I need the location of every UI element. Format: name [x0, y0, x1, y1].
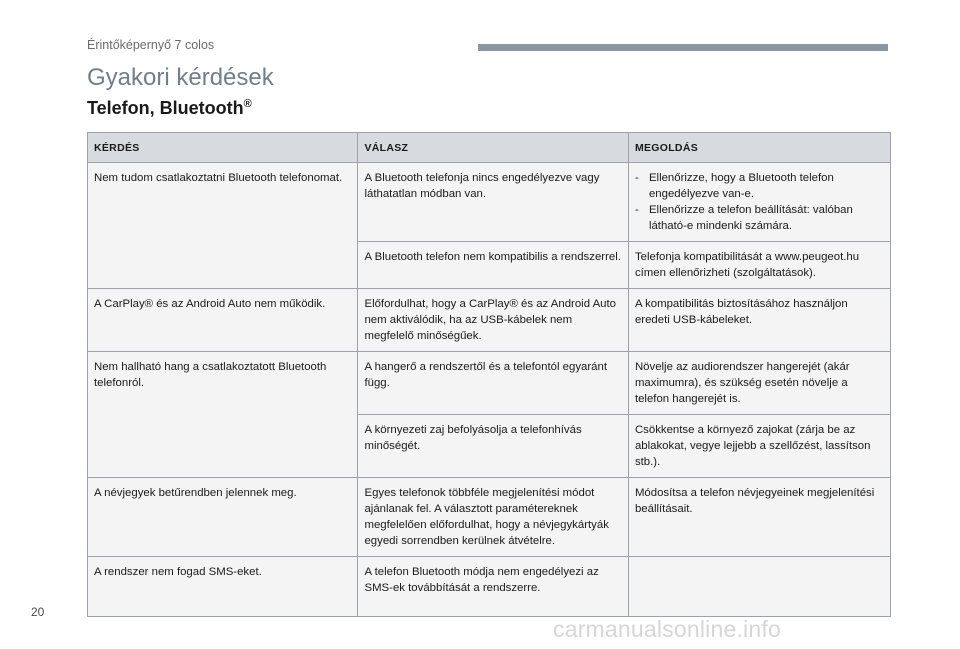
question-cell: A CarPlay® és az Android Auto nem működik. — [88, 289, 358, 352]
faq-table — [87, 132, 891, 617]
question-cell: A névjegyek betűrendben jelennek meg. — [88, 478, 358, 557]
solution-item-text: Ellenőrizze, hogy a Bluetooth telefon engedélyezve van-e. — [648, 172, 834, 200]
solution-cell: Növelje az audiorendszer hangerejét (akár maximumra), és szükség esetén növelje a telefon hangerejét is. — [628, 352, 890, 415]
question-cell: Nem tudom csatlakoztatni Bluetooth telefonomat. — [88, 163, 358, 289]
answer-cell: Egyes telefonok többféle megjelenítési módot ajánlanak fel. A választott paramétereknek megfelelően előfordulhat, hogy a névjegykártyák egyedi sorrendben kerülnek átvételre. — [358, 478, 628, 557]
solution-list-item: - Ellenőrizze, hogy a Bluetooth telefon engedélyezve van-e. — [635, 170, 884, 202]
solution-cell — [628, 557, 890, 617]
section-title — [87, 98, 252, 119]
header-answer: VÁLASZ — [358, 133, 628, 163]
solution-list-item: - Ellenőrizze a telefon beállítását: valóban látható-e mindenki számára. — [635, 202, 884, 234]
answer-cell: A Bluetooth telefon nem kompatibilis a rendszerrel. — [358, 242, 628, 289]
answer-cell: A Bluetooth telefonja nincs engedélyezve vagy láthatatlan módban van. — [358, 163, 628, 242]
question-cell: A rendszer nem fogad SMS-eket. — [88, 557, 358, 617]
header-solution: MEGOLDÁS — [628, 133, 890, 163]
table-header-row — [88, 133, 891, 163]
answer-cell: A környezeti zaj befolyásolja a telefonhívás minőségét. — [358, 415, 628, 478]
solution-cell — [628, 163, 890, 242]
table-row — [88, 352, 891, 415]
solution-cell: Telefonja kompatibilitását a www.peugeot.hu címen ellenőrizheti (szolgáltatások). — [628, 242, 890, 289]
table-row — [88, 478, 891, 557]
table-row — [88, 163, 891, 242]
table-row — [88, 557, 891, 617]
solution-cell: A kompatibilitás biztosításához használjon eredeti USB-kábeleket. — [628, 289, 890, 352]
header-divider-bar — [478, 44, 888, 51]
solution-cell: Csökkentse a környező zajokat (zárja be az ablakokat, vegye lejjebb a szellőzést, lassítson stb.). — [628, 415, 890, 478]
question-cell: Nem hallható hang a csatlakoztatott Bluetooth telefonról. — [88, 352, 358, 478]
registered-mark: ® — [243, 98, 252, 110]
answer-cell: Előfordulhat, hogy a CarPlay® és az Android Auto nem aktiválódik, ha az USB-kábelek nem megfelelő minőségűek. — [358, 289, 628, 352]
solution-item-text: Ellenőrizze a telefon beállítását: valóban látható-e mindenki számára. — [648, 204, 853, 232]
solution-cell: Módosítsa a telefon névjegyeinek megjelenítési beállításait. — [628, 478, 890, 557]
header-question: KÉRDÉS — [88, 133, 358, 163]
answer-cell: A hangerő a rendszertől és a telefontól egyaránt függ. — [358, 352, 628, 415]
watermark: carmanualsonline.info — [553, 616, 781, 642]
page-title: Gyakori kérdések — [87, 64, 274, 91]
answer-cell: A telefon Bluetooth módja nem engedélyezi az SMS-ek továbbítását a rendszerre. — [358, 557, 628, 617]
table-row — [88, 289, 891, 352]
page-number: 20 — [31, 605, 45, 619]
chapter-label: Érintőképernyő 7 colos — [87, 38, 215, 52]
section-title-text: Telefon, Bluetooth — [87, 98, 244, 118]
